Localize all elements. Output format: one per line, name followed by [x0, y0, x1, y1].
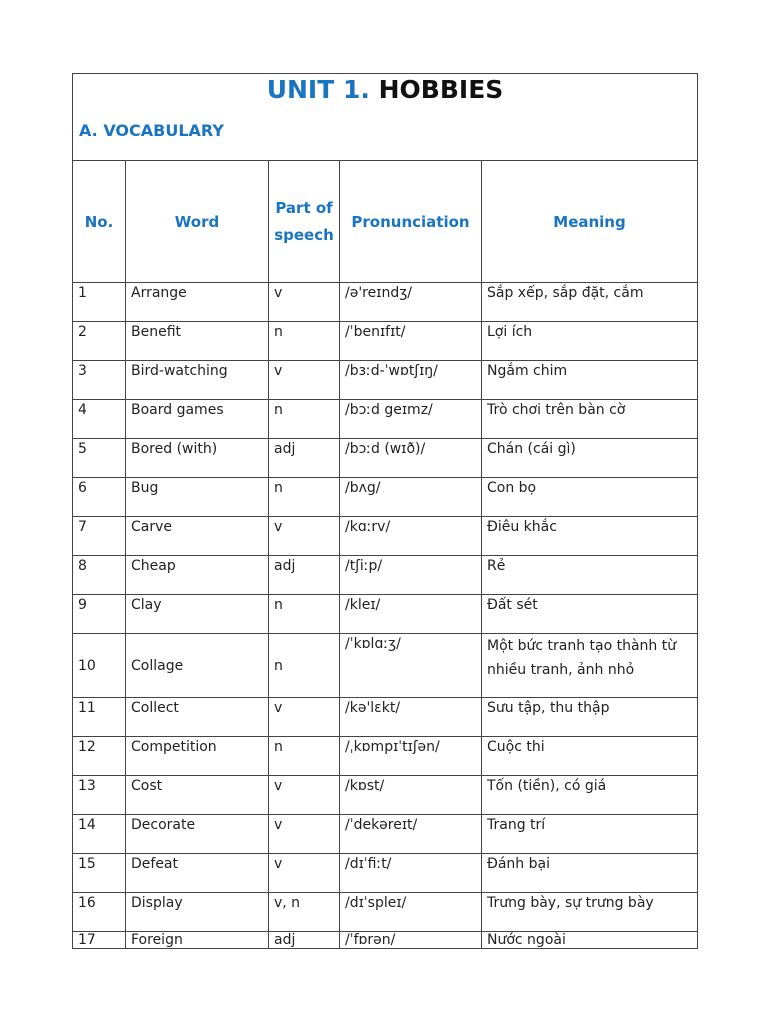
- cell-part-of-speech-text: v: [274, 519, 283, 535]
- cell-word: [126, 595, 269, 634]
- cell-part-of-speech-text: n: [274, 402, 283, 418]
- table-row: [73, 439, 698, 478]
- cell-part-of-speech: [269, 478, 340, 517]
- header-pronunciation: Pronunciation: [340, 161, 482, 283]
- cell-pronunciation-text: /kleɪ/: [345, 597, 381, 613]
- cell-meaning: [482, 595, 698, 634]
- table-row: [73, 322, 698, 361]
- cell-word-text: Bored (with): [131, 441, 218, 457]
- cell-pronunciation-text: /ˈfɒrən/: [345, 932, 396, 948]
- cell-no-text: 9: [78, 597, 87, 613]
- cell-word: [126, 737, 269, 776]
- cell-meaning-text: Cuộc thi: [487, 739, 545, 755]
- cell-word-text: Board games: [131, 402, 224, 418]
- cell-word-text: Bird-watching: [131, 363, 228, 379]
- cell-meaning-text: Con bọ: [487, 480, 537, 496]
- cell-word-text: Clay: [131, 597, 162, 613]
- header-meaning: Meaning: [482, 161, 698, 283]
- cell-word-text: Defeat: [131, 856, 179, 872]
- cell-word-text: Cheap: [131, 558, 176, 574]
- cell-part-of-speech-text: adj: [274, 441, 296, 457]
- cell-word-text: Collect: [131, 700, 179, 716]
- cell-word-text: Cost: [131, 778, 163, 794]
- cell-pronunciation: [340, 815, 482, 854]
- cell-meaning-text: Ngắm chim: [487, 363, 568, 379]
- cell-meaning: [482, 854, 698, 893]
- cell-no: [73, 634, 126, 698]
- cell-pronunciation-text: /bɜːd-ˈwɒtʃɪŋ/: [345, 363, 438, 379]
- table-row: [73, 517, 698, 556]
- cell-meaning-text: Trò chơi trên bàn cờ: [487, 402, 626, 418]
- cell-part-of-speech: [269, 776, 340, 815]
- unit-topic: HOBBIES: [378, 75, 504, 104]
- cell-pronunciation-text: /ˈkɒlɑːʒ/: [345, 636, 401, 652]
- cell-word-text: Collage: [131, 658, 184, 674]
- cell-word: [126, 361, 269, 400]
- cell-pronunciation: [340, 737, 482, 776]
- cell-meaning: [482, 932, 698, 949]
- table-row: [73, 932, 698, 949]
- cell-meaning-text: Nước ngoài: [487, 932, 566, 948]
- cell-meaning: [482, 322, 698, 361]
- cell-no-text: 15: [78, 856, 96, 872]
- cell-part-of-speech: [269, 361, 340, 400]
- table-row: [73, 737, 698, 776]
- cell-pronunciation: [340, 556, 482, 595]
- cell-meaning: [482, 439, 698, 478]
- vocabulary-table: [72, 73, 698, 949]
- cell-pronunciation: [340, 322, 482, 361]
- cell-pronunciation-text: /kɒst/: [345, 778, 385, 794]
- cell-meaning-text: Điêu khắc: [487, 519, 557, 535]
- cell-word: [126, 634, 269, 698]
- cell-no-text: 6: [78, 480, 87, 496]
- cell-pronunciation-text: /dɪˈfiːt/: [345, 856, 392, 872]
- cell-no: [73, 478, 126, 517]
- cell-word: [126, 400, 269, 439]
- cell-pronunciation: [340, 893, 482, 932]
- cell-word: [126, 283, 269, 322]
- cell-word-text: Decorate: [131, 817, 196, 833]
- cell-pronunciation-text: /ˌkɒmpɪˈtɪʃən/: [345, 739, 440, 755]
- header-no: No.: [73, 161, 126, 283]
- cell-part-of-speech: [269, 439, 340, 478]
- cell-part-of-speech: [269, 854, 340, 893]
- cell-part-of-speech-text: v: [274, 778, 283, 794]
- cell-no: [73, 932, 126, 949]
- cell-no: [73, 595, 126, 634]
- cell-word-text: Arrange: [131, 285, 187, 301]
- cell-meaning-text: Sắp xếp, sắp đặt, cắm: [487, 285, 644, 301]
- cell-part-of-speech-text: n: [274, 480, 283, 496]
- cell-meaning-text: Trang trí: [487, 817, 546, 833]
- cell-no: [73, 556, 126, 595]
- cell-word: [126, 815, 269, 854]
- cell-no: [73, 698, 126, 737]
- cell-meaning-text: Sưu tập, thu thập: [487, 700, 610, 716]
- cell-meaning-text: Tốn (tiền), có giá: [487, 778, 607, 794]
- table-row: [73, 595, 698, 634]
- cell-part-of-speech-text: v: [274, 285, 283, 301]
- cell-part-of-speech: [269, 737, 340, 776]
- cell-meaning: [482, 400, 698, 439]
- cell-meaning-text: Rẻ: [487, 558, 506, 574]
- cell-part-of-speech-text: n: [274, 597, 283, 613]
- cell-no-text: 16: [78, 895, 96, 911]
- cell-pronunciation: [340, 400, 482, 439]
- cell-part-of-speech-text: adj: [274, 558, 296, 574]
- cell-word: [126, 517, 269, 556]
- cell-no-text: 3: [78, 363, 87, 379]
- cell-pronunciation: [340, 776, 482, 815]
- cell-meaning-text: Trưng bày, sự trưng bày: [487, 895, 654, 911]
- cell-meaning: [482, 737, 698, 776]
- cell-meaning-text: Đánh bại: [487, 856, 550, 872]
- cell-word: [126, 556, 269, 595]
- cell-part-of-speech: [269, 932, 340, 949]
- cell-no: [73, 737, 126, 776]
- cell-no: [73, 283, 126, 322]
- cell-no-text: 2: [78, 324, 87, 340]
- cell-meaning-text: Đất sét: [487, 597, 538, 613]
- cell-pronunciation: [340, 283, 482, 322]
- cell-pronunciation: [340, 361, 482, 400]
- cell-meaning: [482, 815, 698, 854]
- cell-part-of-speech: [269, 815, 340, 854]
- table-row: [73, 361, 698, 400]
- cell-meaning: [482, 698, 698, 737]
- cell-pronunciation: [340, 854, 482, 893]
- table-row: [73, 893, 698, 932]
- cell-word: [126, 893, 269, 932]
- cell-no: [73, 893, 126, 932]
- table-row: [73, 478, 698, 517]
- cell-pronunciation-text: /ˈbenɪfɪt/: [345, 324, 406, 340]
- cell-word-text: Competition: [131, 739, 217, 755]
- cell-word-text: Bug: [131, 480, 159, 496]
- cell-word: [126, 698, 269, 737]
- cell-meaning-text: Một bức tranh tạo thành từ nhiều tranh, ảnh nhỏ: [487, 638, 677, 678]
- cell-no: [73, 400, 126, 439]
- cell-pronunciation-text: /bʌg/: [345, 480, 381, 496]
- cell-word: [126, 854, 269, 893]
- page-title: [73, 75, 697, 105]
- cell-no: [73, 439, 126, 478]
- cell-pronunciation-text: /kə'lɛkt/: [345, 700, 401, 716]
- cell-pronunciation-text: /ˈdekəreɪt/: [345, 817, 418, 833]
- cell-no-text: 13: [78, 778, 96, 794]
- cell-part-of-speech-text: adj: [274, 932, 296, 948]
- cell-part-of-speech: [269, 283, 340, 322]
- table-row: [73, 698, 698, 737]
- cell-no-text: 10: [78, 658, 96, 674]
- table-row: [73, 634, 698, 698]
- cell-word: [126, 478, 269, 517]
- section-heading: A. VOCABULARY: [79, 121, 224, 140]
- cell-part-of-speech-text: n: [274, 324, 283, 340]
- title-block: [73, 74, 698, 161]
- cell-no: [73, 322, 126, 361]
- cell-no: [73, 361, 126, 400]
- cell-no-text: 7: [78, 519, 87, 535]
- cell-part-of-speech-text: v: [274, 856, 283, 872]
- header-word: Word: [126, 161, 269, 283]
- cell-meaning: [482, 556, 698, 595]
- cell-meaning: [482, 283, 698, 322]
- cell-no-text: 11: [78, 700, 96, 716]
- cell-part-of-speech-text: v: [274, 817, 283, 833]
- cell-pronunciation: [340, 634, 482, 698]
- cell-no: [73, 815, 126, 854]
- table-row: [73, 776, 698, 815]
- cell-no-text: 8: [78, 558, 87, 574]
- table-row: [73, 815, 698, 854]
- table-row: [73, 400, 698, 439]
- cell-part-of-speech-text: v, n: [274, 895, 301, 911]
- cell-pronunciation: [340, 478, 482, 517]
- cell-meaning: [482, 634, 698, 698]
- cell-pronunciation-text: /dɪˈspleɪ/: [345, 895, 407, 911]
- cell-no-text: 14: [78, 817, 96, 833]
- table-row: [73, 556, 698, 595]
- cell-part-of-speech-text: n: [274, 658, 283, 674]
- cell-no: [73, 776, 126, 815]
- cell-part-of-speech: [269, 400, 340, 439]
- cell-meaning: [482, 893, 698, 932]
- cell-pronunciation: [340, 517, 482, 556]
- cell-part-of-speech: [269, 893, 340, 932]
- table-row: [73, 854, 698, 893]
- cell-no: [73, 854, 126, 893]
- cell-no: [73, 517, 126, 556]
- cell-pronunciation: [340, 439, 482, 478]
- cell-meaning: [482, 776, 698, 815]
- cell-part-of-speech-text: n: [274, 739, 283, 755]
- cell-no-text: 5: [78, 441, 87, 457]
- cell-meaning-text: Lợi ích: [487, 324, 533, 340]
- cell-part-of-speech-text: v: [274, 363, 283, 379]
- cell-no-text: 12: [78, 739, 96, 755]
- cell-part-of-speech: [269, 634, 340, 698]
- cell-meaning: [482, 361, 698, 400]
- cell-word-text: Carve: [131, 519, 173, 535]
- cell-part-of-speech: [269, 556, 340, 595]
- cell-word: [126, 439, 269, 478]
- cell-no-text: 17: [78, 932, 96, 948]
- cell-pronunciation-text: /ə'reɪndʒ/: [345, 285, 413, 301]
- cell-meaning-text: Chán (cái gì): [487, 441, 576, 457]
- cell-word-text: Foreign: [131, 932, 183, 948]
- cell-part-of-speech: [269, 698, 340, 737]
- cell-meaning: [482, 517, 698, 556]
- cell-word-text: Display: [131, 895, 183, 911]
- cell-pronunciation: [340, 932, 482, 949]
- cell-part-of-speech-text: v: [274, 700, 283, 716]
- cell-no-text: 4: [78, 402, 87, 418]
- cell-meaning: [482, 478, 698, 517]
- cell-pronunciation-text: /bɔːd (wɪð)/: [345, 441, 426, 457]
- header-part-of-speech: Part of speech: [269, 161, 340, 283]
- cell-pronunciation: [340, 595, 482, 634]
- cell-word: [126, 932, 269, 949]
- cell-no-text: 1: [78, 285, 87, 301]
- cell-pronunciation-text: /kɑːrv/: [345, 519, 391, 535]
- cell-part-of-speech: [269, 517, 340, 556]
- header-row: [73, 161, 698, 283]
- cell-word: [126, 322, 269, 361]
- unit-label: UNIT 1.: [266, 75, 370, 104]
- cell-part-of-speech: [269, 595, 340, 634]
- table-row: [73, 283, 698, 322]
- cell-pronunciation-text: /bɔːd geɪmz/: [345, 402, 433, 418]
- cell-pronunciation: [340, 698, 482, 737]
- cell-part-of-speech: [269, 322, 340, 361]
- cell-word-text: Benefit: [131, 324, 182, 340]
- cell-word: [126, 776, 269, 815]
- cell-pronunciation-text: /tʃiːp/: [345, 558, 383, 574]
